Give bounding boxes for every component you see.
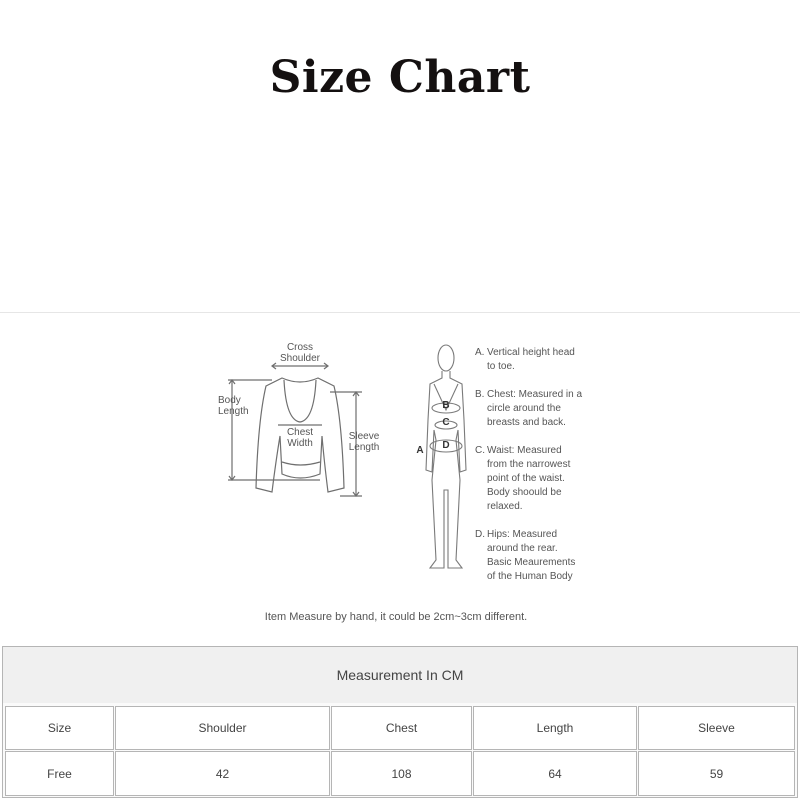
note-key: D. <box>475 529 485 540</box>
note-key: A. <box>475 347 485 358</box>
sleeve-length-label: Sleeve Length <box>348 431 380 453</box>
header-size: Size <box>5 706 114 750</box>
cell-length: 64 <box>473 751 637 796</box>
note-c <box>475 444 595 514</box>
measurement-notes <box>475 346 595 598</box>
table-title: Measurement In CM <box>3 647 797 703</box>
header-length: Length <box>473 706 637 750</box>
note-a <box>475 346 595 374</box>
header-shoulder: Shoulder <box>115 706 330 750</box>
cell-size: Free <box>5 751 114 796</box>
measurement-table <box>2 646 798 798</box>
note-text: Chest: Measured in a circle around the breasts and back. <box>487 389 583 428</box>
note-d <box>475 528 595 584</box>
note-key: B. <box>475 389 485 400</box>
chest-width-label: Chest Width <box>286 427 314 449</box>
note-text: Hips: Measured around the rear. Basic Meaurements of the Human Body <box>487 529 576 582</box>
body-label-b: B <box>442 400 450 411</box>
page-title: Size Chart <box>269 52 531 103</box>
cell-chest: 108 <box>331 751 472 796</box>
header-chest: Chest <box>331 706 472 750</box>
note-b <box>475 388 595 430</box>
note-key: C. <box>475 445 485 456</box>
note-text: Waist: Measured from the narrowest point of the waist. Body shoould be relaxed. <box>487 445 571 512</box>
cross-shoulder-label: Cross Shoulder <box>279 342 321 364</box>
body-label-a: A <box>416 445 424 456</box>
body-label-c: C <box>442 417 450 428</box>
cell-sleeve: 59 <box>638 751 795 796</box>
body-label-d: D <box>442 440 450 451</box>
body-length-label: Body Length <box>218 395 249 417</box>
cell-shoulder: 42 <box>115 751 330 796</box>
measure-caption: Item Measure by hand, it could be 2cm~3cm different. <box>264 611 528 623</box>
note-text: Vertical height head to toe. <box>487 347 575 372</box>
header-sleeve: Sleeve <box>638 706 795 750</box>
